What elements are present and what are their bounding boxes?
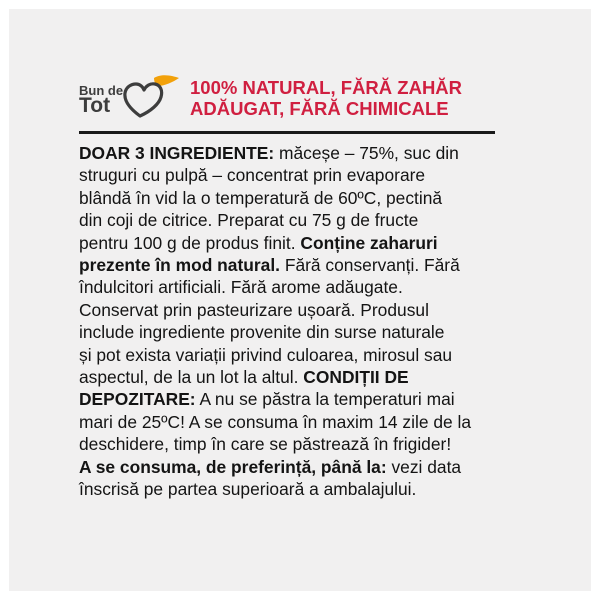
text-line bbox=[79, 456, 505, 478]
brand-logo bbox=[79, 72, 183, 120]
text-segment: din coji de citrice. Preparat cu 75 g de fructe bbox=[79, 210, 419, 231]
ingredients-text bbox=[79, 142, 505, 501]
text-segment: măceșe – 75%, suc din bbox=[274, 143, 459, 163]
bold-text-segment: DEPOZITARE: bbox=[79, 389, 196, 410]
text-segment: Fără conservanți. Fără bbox=[280, 255, 460, 276]
bold-text-segment: prezente în mod natural. bbox=[79, 255, 280, 276]
text-segment: deschidere, timp în care se păstrează în frigider! bbox=[79, 434, 452, 455]
text-line bbox=[79, 276, 505, 298]
text-line bbox=[79, 164, 505, 186]
product-claims bbox=[190, 77, 462, 119]
text-line bbox=[79, 366, 505, 388]
text-line bbox=[79, 232, 505, 254]
label-header bbox=[79, 72, 495, 126]
text-segment: Conservat prin pasteurizare ușoară. Produsul bbox=[79, 299, 429, 320]
text-segment: blândă în vid la o temperatură de 60ºC, pectină bbox=[79, 187, 443, 208]
text-line bbox=[79, 209, 505, 231]
bold-text-segment: CONDIȚII DE bbox=[303, 367, 409, 388]
text-segment: și pot exista variații privind culoarea, mirosul sau bbox=[79, 344, 453, 365]
text-line bbox=[79, 254, 505, 276]
text-segment: A nu se păstra la temperaturi mai bbox=[195, 389, 455, 410]
claims-line-2: ADĂUGAT, FĂRĂ CHIMICALE bbox=[190, 98, 449, 119]
text-segment: înscrisă pe partea superioară a ambalajului. bbox=[79, 479, 417, 500]
bold-text-segment: A se consuma, de preferință, până la: bbox=[79, 456, 387, 477]
claims-line-1: 100% NATURAL, FĂRĂ ZAHĂR bbox=[190, 77, 463, 98]
bold-text-segment: Conține zaharuri bbox=[300, 232, 438, 253]
text-line bbox=[79, 433, 505, 455]
text-line bbox=[79, 321, 505, 343]
bold-text-segment: DOAR 3 INGREDIENTE: bbox=[79, 143, 275, 163]
heart-leaf-icon bbox=[121, 74, 183, 120]
text-line bbox=[79, 299, 505, 321]
text-line bbox=[79, 344, 505, 366]
text-segment: vezi data bbox=[386, 456, 462, 477]
text-segment: pentru 100 g de produs finit. bbox=[79, 232, 301, 253]
logo-large-text: Tot bbox=[79, 94, 111, 117]
text-segment: îndulcitori artificiali. Fără arome adăugate. bbox=[79, 277, 403, 298]
logo-small-text: Bun de bbox=[79, 83, 124, 98]
text-segment: struguri cu pulpă – concentrat prin evaporare bbox=[79, 165, 426, 186]
text-line bbox=[79, 388, 505, 410]
header-divider bbox=[79, 131, 495, 134]
text-line bbox=[79, 142, 505, 164]
text-line bbox=[79, 187, 505, 209]
text-line bbox=[79, 411, 505, 433]
text-segment: aspectul, de la un lot la altul. bbox=[79, 367, 304, 388]
text-segment: include ingrediente provenite din surse naturale bbox=[79, 322, 445, 343]
text-line bbox=[79, 478, 505, 500]
text-segment: mari de 25ºC! A se consuma în maxim 14 zile de la bbox=[79, 411, 472, 432]
